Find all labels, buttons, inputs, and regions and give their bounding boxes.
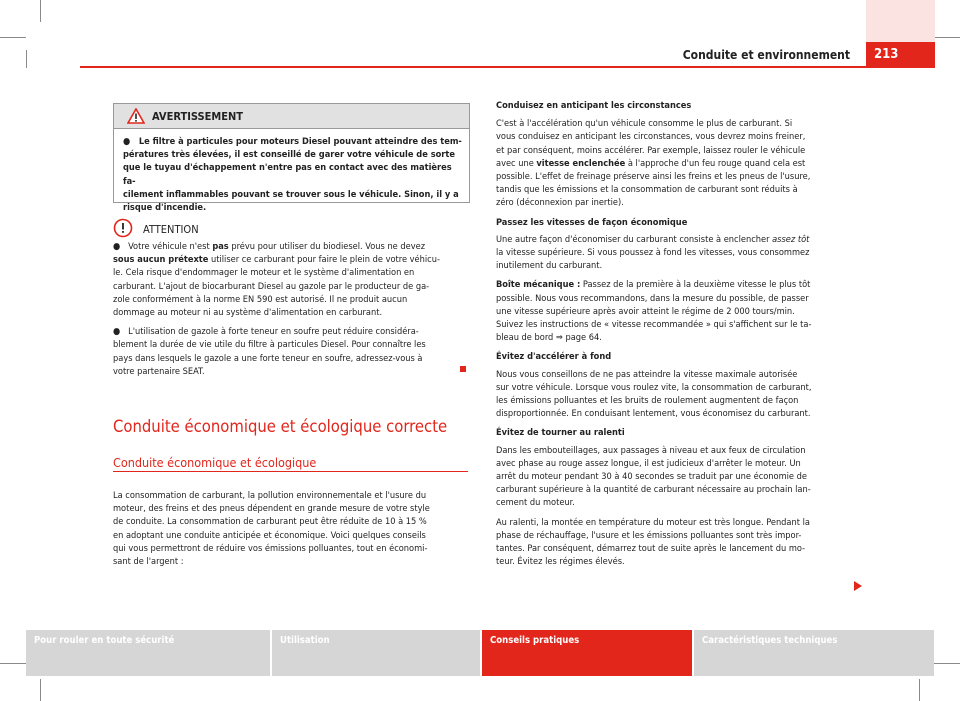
body-line: tantes. Par conséquent, démarrez tout de suite après le lancement du mo- (496, 543, 806, 555)
continue-arrow-icon (853, 581, 863, 591)
body-text-fragment: à l'approche d'un feu rouge quand cela est (625, 157, 806, 169)
attention-text (113, 240, 473, 378)
page-number: 213 (866, 42, 935, 68)
body-line: une vitesse supérieure après avoir atteint le régime de 2 000 tours/min. (496, 305, 795, 317)
attention-line: dommage au moteur ni au système d'alimentation en carburant. (113, 307, 383, 319)
body-text-fragment: avec une (496, 157, 537, 169)
body-line: arrêt du moteur pendant 30 à 40 secondes se traduit par une économie de (496, 471, 807, 483)
attention-line: L'utilisation de gazole à forte teneur en soufre peut réduire considéra- (128, 326, 419, 338)
body-line: Nous vous conseillons de ne pas atteindre la vitesse maximale autorisée (496, 368, 798, 380)
warning-line: que le tuyau d'échappement n'entre pas en contact avec des matières fa- (123, 162, 452, 187)
crop-mark (26, 50, 27, 68)
attention-line: pays dans lesquels le gazole a une forte teneur en soufre, adressez-vous à (113, 352, 423, 364)
body-line: disproportionnée. En conduisant lentement, vous économisez du carburant. (496, 408, 811, 420)
crop-mark (0, 663, 26, 664)
section-heading: Conduite économique et écologique correcte (113, 417, 448, 436)
body-line: la vitesse supérieure. Si vous poussez à fond les vitesses, vous consommez (496, 247, 810, 259)
crop-mark (40, 0, 41, 22)
crop-mark (934, 663, 960, 664)
body-bold: vitesse enclenchée (536, 157, 626, 169)
body-line: phase de réchauffage, l'usure et les émissions polluantes sont très impor- (496, 529, 802, 541)
body-line: carburant supérieure à la quantité de carburant nécessaire au prochain lan- (496, 484, 811, 496)
attention-line: zole conformément à la norme EN 590 est autorisé. Il ne produit aucun (113, 293, 408, 305)
attention-line: le. Cela risque d'endommager le moteur et le système d'alimentation en (113, 267, 415, 279)
subsection-title: Conduisez en anticipant les circonstances (496, 100, 692, 111)
warning-title: AVERTISSEMENT (152, 110, 244, 123)
body-line: avec phase au rouge assez longue, il est judicieux d'arrêter le moteur. Un (496, 457, 801, 469)
intro-line: sant de l'argent : (113, 556, 184, 568)
subsection-title: Évitez de tourner au ralenti (496, 427, 625, 439)
body-line: sur votre véhicule. Lorsque vous roulez vite, la consommation de carburant, (496, 381, 812, 393)
page-reference[interactable]: bleau de bord ⇒ page 64. (496, 332, 602, 344)
attention-text-fragment: Votre véhicule n'est (128, 241, 213, 252)
attention-title: ATTENTION (143, 223, 199, 236)
body-line: Au ralenti, la montée en température du moteur est très longue. Pendant la (496, 516, 810, 528)
page-header-title: Conduite et environnement (682, 48, 850, 62)
body-line: possible. Nous vous recommandons, dans la mesure du possible, de passer (496, 292, 809, 304)
footer-tab-usage[interactable]: Utilisation (272, 630, 480, 676)
warning-text (123, 135, 463, 214)
attention-line: votre partenaire SEAT. (113, 365, 205, 377)
warning-box (113, 103, 470, 214)
intro-line: qui vous permettront de réduire vos émissions polluantes, tout en économi- (113, 542, 428, 554)
attention-line: blement la durée de vie utile du filtre à particules Diesel. Pour connaître les (113, 339, 426, 351)
body-line: inutilement du carburant. (496, 260, 603, 272)
header-rule (80, 66, 935, 68)
body-line: teur. Évitez les régimes élevés. (496, 556, 625, 568)
attention-bold: pas (212, 241, 229, 252)
body-line: et par conséquent, moins accélérer. Par exemple, laissez rouler le véhicule (496, 144, 806, 156)
body-line: Dans les embouteillages, aux passages à niveau et aux feux de circulation (496, 444, 806, 456)
footer-tab-technical-data[interactable]: Caractéristiques techniques (694, 630, 934, 676)
body-bold: Boîte mécanique : (496, 279, 581, 291)
section-end-marker (460, 366, 466, 372)
subsection-title: Évitez d'accélérer à fond (496, 351, 612, 363)
crop-mark (919, 679, 920, 701)
bullet: ● (113, 326, 121, 338)
intro-line: en adoptant une conduite anticipée et économique. Voici quelques conseils (113, 529, 426, 541)
crop-mark (934, 37, 960, 38)
intro-line: La consommation de carburant, la pollution environnementale et l'usure du (113, 490, 427, 501)
body-line: Suivez les instructions de « vitesse recommandée » qui s'affichent sur le ta- (496, 319, 812, 331)
body-line: tandis que les émissions et la consommation de carburant sont réduits à (496, 184, 798, 196)
page-tab-top (866, 0, 935, 42)
section-subheading: Conduite économique et écologique (113, 455, 317, 470)
footer-tab-safety[interactable]: Pour rouler en toute sécurité (26, 630, 270, 676)
subheading-rule (113, 471, 468, 472)
bullet: ● (113, 241, 121, 252)
intro-paragraph (113, 489, 473, 568)
intro-line: moteur, des freins et des pneus dépendent en grande mesure de votre style (113, 503, 430, 515)
right-column (496, 99, 861, 569)
body-line: vous conduisez en anticipant les circonstances, vous devrez moins freiner, (496, 131, 806, 143)
attention-text-fragment: utiliser ce carburant pour faire le plein de votre véhicu- (208, 254, 440, 266)
body-line: les émissions polluantes et les bruits de roulement augmentent de façon (496, 395, 799, 407)
crop-mark (0, 37, 26, 38)
warning-line: pératures très élevées, il est conseillé de garer votre véhicule de sorte (123, 149, 455, 161)
warning-line: cilement inflammables pouvant se trouver sous le véhicule. Sinon, il y a (123, 188, 459, 200)
warning-line: risque d'incendie. (123, 202, 207, 214)
bullet: ● (123, 136, 131, 147)
attention-line: carburant. L'ajout de biocarburant Diesel au gazole par le producteur de ga- (113, 280, 430, 292)
body-line: possible. L'effet de freinage préserve ainsi les freins et les pneus de l'usure, (496, 171, 811, 183)
attention-bold: sous aucun prétexte (113, 254, 209, 266)
warning-triangle-icon (127, 108, 145, 124)
body-italic: assez tôt (772, 233, 810, 245)
warning-line: Le filtre à particules pour moteurs Diesel pouvant atteindre des tem- (138, 136, 462, 147)
subsection-title: Passez les vitesses de façon économique (496, 216, 688, 228)
attention-icon (113, 218, 133, 238)
attention-text-fragment: prévu pour utiliser du biodiesel. Vous ne devez (228, 241, 426, 252)
footer-tab-practical-tips[interactable]: Conseils pratiques (482, 630, 692, 676)
intro-line: de conduite. La consommation de carburant peut être réduite de 10 à 15 % (113, 516, 427, 528)
body-line: zéro (déconnexion par inertie). (496, 197, 624, 209)
crop-mark (40, 679, 41, 701)
body-text-fragment: Une autre façon d'économiser du carburant consiste à enclencher (496, 233, 773, 245)
body-text-fragment: Passez de la première à la deuxième vitesse le plus tôt (580, 279, 811, 291)
body-line: C'est à l'accélération qu'un véhicule consomme le plus de carburant. Si (496, 118, 793, 130)
body-line: cement du moteur. (496, 497, 575, 509)
